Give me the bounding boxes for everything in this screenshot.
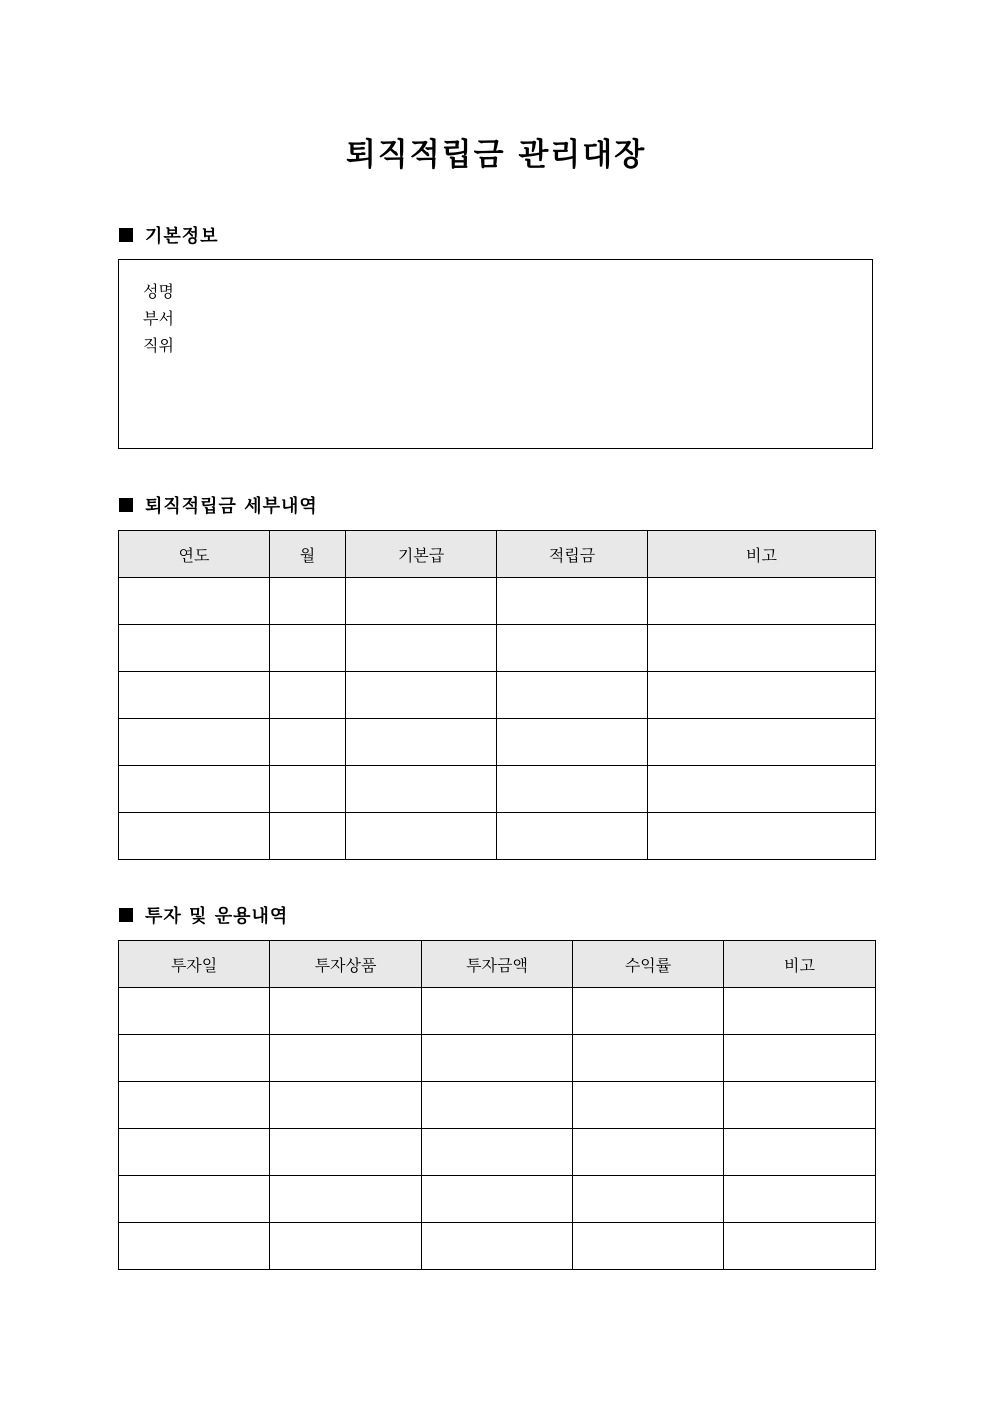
- square-bullet-icon: [119, 908, 133, 922]
- field-position-label: 직위: [143, 336, 174, 355]
- table-cell[interactable]: [270, 766, 346, 813]
- table-row: [119, 625, 876, 672]
- table-cell[interactable]: [573, 1129, 724, 1176]
- table-cell[interactable]: [119, 719, 270, 766]
- column-header-year: 연도: [119, 531, 270, 578]
- table-cell[interactable]: [648, 672, 876, 719]
- table-cell[interactable]: [648, 719, 876, 766]
- table-cell[interactable]: [119, 988, 270, 1035]
- table-cell[interactable]: [573, 1223, 724, 1270]
- table-cell[interactable]: [270, 1035, 422, 1082]
- table-cell[interactable]: [270, 813, 346, 860]
- table-cell[interactable]: [422, 1129, 573, 1176]
- table-cell[interactable]: [724, 1176, 876, 1223]
- column-header-investment-amount: 투자금액: [422, 941, 573, 988]
- table-cell[interactable]: [270, 578, 346, 625]
- column-header-investment-date: 투자일: [119, 941, 270, 988]
- table-cell[interactable]: [119, 625, 270, 672]
- table-row: [119, 813, 876, 860]
- column-header-month: 월: [270, 531, 346, 578]
- square-bullet-icon: [119, 498, 133, 512]
- table-cell[interactable]: [270, 1129, 422, 1176]
- table-cell[interactable]: [422, 1035, 573, 1082]
- table-cell[interactable]: [119, 1176, 270, 1223]
- section-heading-label: 퇴직적립금 세부내역: [145, 496, 318, 517]
- table-row: [119, 766, 876, 813]
- section-heading-label: 투자 및 운용내역: [145, 906, 289, 927]
- table-cell[interactable]: [724, 1035, 876, 1082]
- table-cell[interactable]: [346, 672, 497, 719]
- table-cell[interactable]: [119, 1223, 270, 1270]
- table-cell[interactable]: [119, 1082, 270, 1129]
- table-cell[interactable]: [346, 719, 497, 766]
- table-cell[interactable]: [270, 988, 422, 1035]
- table-cell[interactable]: [573, 1035, 724, 1082]
- table-cell[interactable]: [724, 1082, 876, 1129]
- table-cell[interactable]: [270, 672, 346, 719]
- page-title: 퇴직적립금 관리대장: [345, 137, 647, 173]
- table-cell[interactable]: [497, 813, 648, 860]
- table-cell[interactable]: [724, 1223, 876, 1270]
- table-row: [119, 1035, 876, 1082]
- section-heading-details: [119, 493, 318, 517]
- table-row: [119, 672, 876, 719]
- table-row: [119, 988, 876, 1035]
- table-cell[interactable]: [270, 1176, 422, 1223]
- table-row: [119, 578, 876, 625]
- field-department-label: 부서: [143, 309, 174, 328]
- table-cell[interactable]: [422, 1176, 573, 1223]
- table-cell[interactable]: [346, 625, 497, 672]
- table-cell[interactable]: [270, 625, 346, 672]
- investment-table: [118, 940, 876, 1270]
- table-row: [119, 1176, 876, 1223]
- table-row: [119, 1223, 876, 1270]
- table-row: [119, 719, 876, 766]
- table-cell[interactable]: [422, 1082, 573, 1129]
- table-cell[interactable]: [119, 1129, 270, 1176]
- section-heading-basic-info: [119, 223, 219, 247]
- column-header-base-salary: 기본급: [346, 531, 497, 578]
- table-cell[interactable]: [346, 766, 497, 813]
- table-cell[interactable]: [497, 672, 648, 719]
- table-cell[interactable]: [724, 1129, 876, 1176]
- table-cell[interactable]: [422, 1223, 573, 1270]
- table-header-row: [119, 941, 876, 988]
- basic-info-box: [118, 259, 873, 449]
- table-cell[interactable]: [270, 1223, 422, 1270]
- square-bullet-icon: [119, 228, 133, 242]
- field-name-label: 성명: [143, 282, 174, 301]
- table-cell[interactable]: [497, 719, 648, 766]
- column-header-note: 비고: [724, 941, 876, 988]
- table-cell[interactable]: [119, 578, 270, 625]
- table-header-row: [119, 531, 876, 578]
- section-heading-label: 기본정보: [145, 226, 219, 247]
- table-cell[interactable]: [497, 625, 648, 672]
- section-heading-investment: [119, 903, 288, 927]
- column-header-investment-product: 투자상품: [270, 941, 422, 988]
- table-cell[interactable]: [497, 578, 648, 625]
- table-cell[interactable]: [648, 625, 876, 672]
- table-cell[interactable]: [573, 988, 724, 1035]
- table-cell[interactable]: [497, 766, 648, 813]
- table-cell[interactable]: [270, 719, 346, 766]
- table-cell[interactable]: [119, 1035, 270, 1082]
- table-cell[interactable]: [648, 578, 876, 625]
- table-cell[interactable]: [270, 1082, 422, 1129]
- table-cell[interactable]: [573, 1082, 724, 1129]
- details-table: [118, 530, 876, 860]
- table-cell[interactable]: [346, 813, 497, 860]
- table-cell[interactable]: [422, 988, 573, 1035]
- table-cell[interactable]: [573, 1176, 724, 1223]
- table-row: [119, 1129, 876, 1176]
- table-row: [119, 1082, 876, 1129]
- column-header-note: 비고: [648, 531, 876, 578]
- table-cell[interactable]: [648, 766, 876, 813]
- table-cell[interactable]: [346, 578, 497, 625]
- table-cell[interactable]: [648, 813, 876, 860]
- table-cell[interactable]: [119, 672, 270, 719]
- table-cell[interactable]: [119, 766, 270, 813]
- column-header-reserve: 적립금: [497, 531, 648, 578]
- table-cell[interactable]: [119, 813, 270, 860]
- column-header-return-rate: 수익률: [573, 941, 724, 988]
- table-cell[interactable]: [724, 988, 876, 1035]
